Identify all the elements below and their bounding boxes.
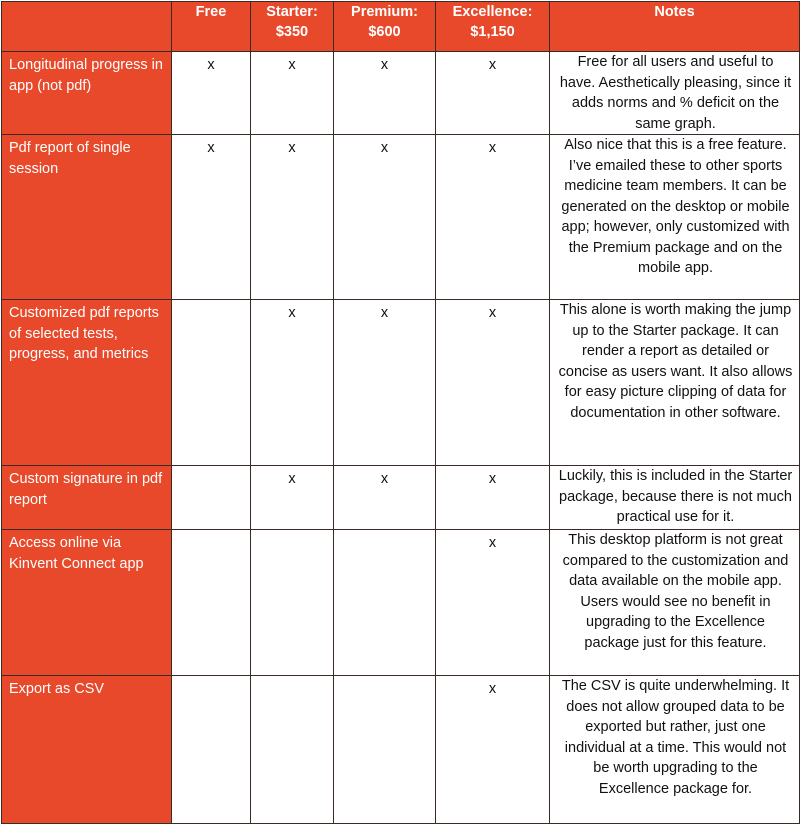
header-feature — [2, 2, 172, 52]
free-mark — [172, 300, 251, 466]
header-excellence — [436, 2, 550, 52]
excellence-mark: x — [436, 300, 550, 466]
premium-mark: x — [334, 52, 436, 135]
feature-cell: Access online via Kinvent Connect app — [2, 530, 172, 676]
header-row — [2, 2, 800, 52]
notes-cell: Free for all users and useful to have. Aesthetically pleasing, since it adds norms and % deficit on the same graph. — [550, 52, 800, 135]
header-free: Free — [172, 2, 251, 52]
excellence-mark: x — [436, 676, 550, 824]
premium-mark: x — [334, 466, 436, 530]
starter-mark: x — [251, 52, 334, 135]
feature-cell: Pdf report of single session — [2, 135, 172, 300]
starter-mark — [251, 676, 334, 824]
starter-mark: x — [251, 466, 334, 530]
header-premium — [334, 2, 436, 52]
table-row — [2, 300, 800, 466]
notes-cell: This desktop platform is not great compared to the customization and data available on the mobile app. Users would see no benefit in upgrading to the Excellence package just for this feature. — [550, 530, 800, 676]
premium-mark: x — [334, 135, 436, 300]
free-mark — [172, 530, 251, 676]
notes-cell: Luckily, this is included in the Starter package, because there is not much practical use for it. — [550, 466, 800, 530]
premium-mark: x — [334, 300, 436, 466]
excellence-mark: x — [436, 466, 550, 530]
package-comparison-table — [1, 1, 800, 824]
header-starter-price: $350 — [275, 24, 309, 40]
premium-mark — [334, 676, 436, 824]
comparison-table-container — [1, 1, 800, 824]
header-excellence-price: $1,150 — [470, 24, 515, 40]
feature-cell: Export as CSV — [2, 676, 172, 824]
free-mark: x — [172, 135, 251, 300]
feature-cell: Customized pdf reports of selected tests, progress, and metrics — [2, 300, 172, 466]
header-excellence-name: Excellence: — [452, 4, 533, 20]
table-row — [2, 676, 800, 824]
header-premium-name: Premium: — [351, 4, 418, 20]
notes-cell: The CSV is quite underwhelming. It does not allow grouped data to be exported but rather, just one individual at a time. This would not be worth upgrading to the Excellence package for. — [550, 676, 800, 824]
table-row — [2, 466, 800, 530]
excellence-mark: x — [436, 135, 550, 300]
excellence-mark: x — [436, 52, 550, 135]
header-starter-name: Starter: — [266, 4, 318, 20]
excellence-mark: x — [436, 530, 550, 676]
free-mark — [172, 466, 251, 530]
premium-mark — [334, 530, 436, 676]
free-mark: x — [172, 52, 251, 135]
header-notes: Notes — [550, 2, 800, 52]
notes-cell: This alone is worth making the jump up to the Starter package. It can render a report as detailed or concise as users want. It also allows for easy picture clipping of data for documentation in other software. — [550, 300, 800, 466]
table-row — [2, 530, 800, 676]
starter-mark: x — [251, 300, 334, 466]
table-row — [2, 135, 800, 300]
free-mark — [172, 676, 251, 824]
feature-cell: Custom signature in pdf report — [2, 466, 172, 530]
feature-cell: Longitudinal progress in app (not pdf) — [2, 52, 172, 135]
starter-mark — [251, 530, 334, 676]
table-row — [2, 52, 800, 135]
header-premium-price: $600 — [368, 24, 401, 40]
starter-mark: x — [251, 135, 334, 300]
header-starter — [251, 2, 334, 52]
notes-cell: Also nice that this is a free feature. I’ve emailed these to other sports medicine team members. It can be generated on the desktop or mobile app; however, only customized with the Premium package and on the mobile app. — [550, 135, 800, 300]
